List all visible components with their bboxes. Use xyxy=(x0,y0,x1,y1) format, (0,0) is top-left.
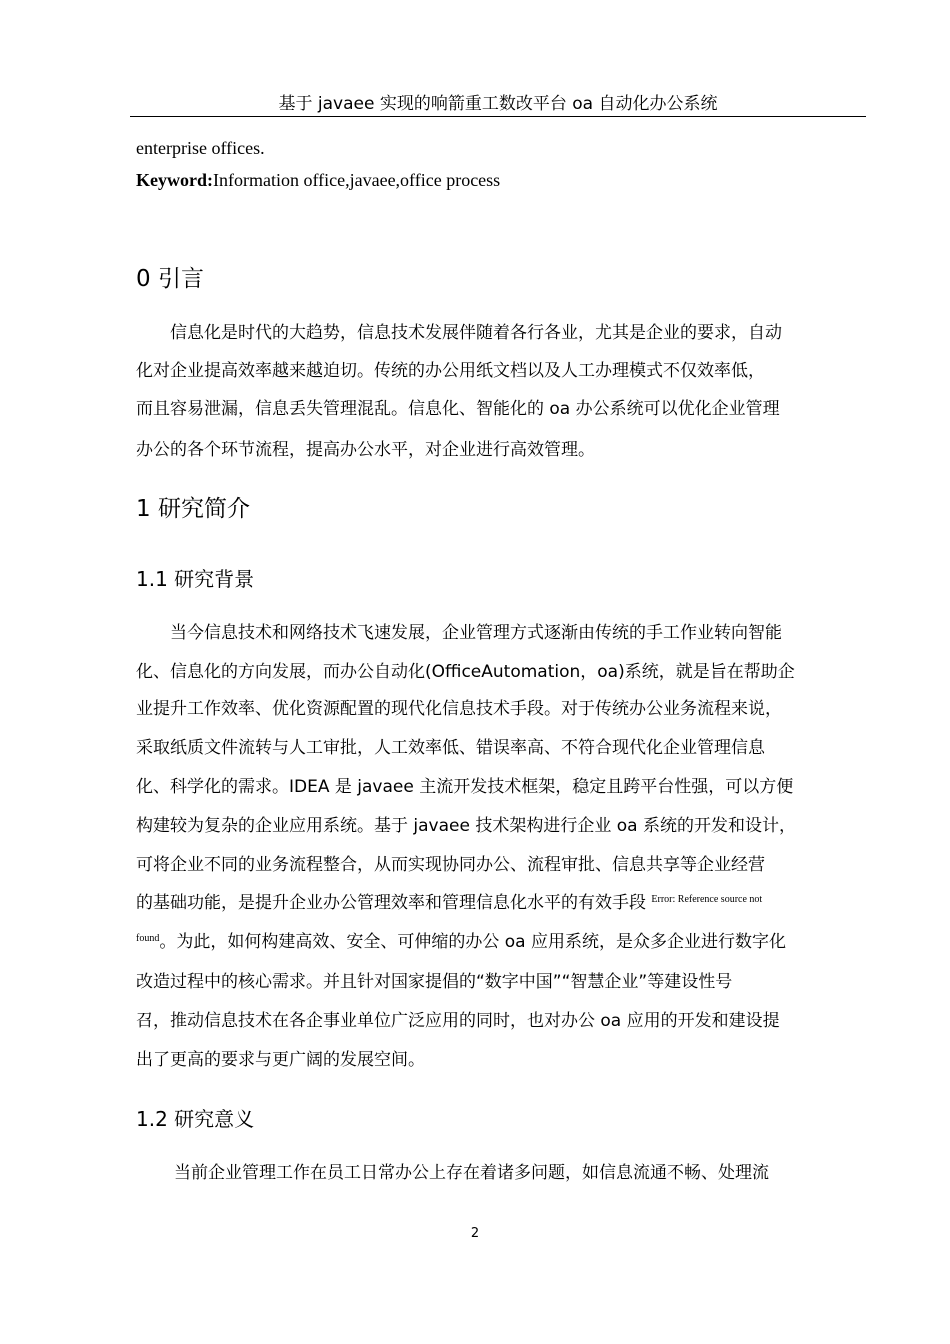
keywords-line xyxy=(136,170,866,191)
section-1-1-line: 采取纸质文件流转与人工审批，人工效率低、错误率高、不符合现代化企业管理信息 xyxy=(136,738,765,758)
section-1-1-line: 改造过程中的核心需求。并且针对国家提倡的“数字中国”“智慧企业”等建设性号 xyxy=(136,972,733,992)
reference-error-note: Error: Reference source not xyxy=(651,894,763,905)
section-0-line: 信息化是时代的大趋势，信息技术发展伴随着各行各业，尤其是企业的要求，自动 xyxy=(170,323,782,343)
section-1-1-line-with-ref xyxy=(136,930,786,954)
section-1-1-line: 出了更高的要求与更广阔的发展空间。 xyxy=(136,1050,425,1070)
section-1-1-line: 化、科学化的需求。IDEA 是 javaee 主流开发技术框架，稳定且跨平台性强，可以方便 xyxy=(136,777,794,797)
section-1-1-line-text: 的基础功能，是提升企业办公管理效率和管理信息化水平的有效手段 xyxy=(136,893,646,913)
section-1-1-line-text: 。为此，如何构建高效、安全、可伸缩的办公 oa 应用系统，是众多企业进行数字化 xyxy=(159,932,786,952)
reference-error-note: found xyxy=(136,933,160,944)
page-number: 2 xyxy=(470,1226,480,1241)
keywords-label: Keyword: xyxy=(136,170,213,190)
section-0-line: 而且容易泄漏，信息丢失管理混乱。信息化、智能化的 oa 办公系统可以优化企业管理 xyxy=(136,399,780,419)
section-1-1-line: 业提升工作效率、优化资源配置的现代化信息技术手段。对于传统办公业务流程来说， xyxy=(136,699,782,719)
section-0-heading: 0 引言 xyxy=(136,266,204,292)
section-1-1-heading: 1.1 研究背景 xyxy=(136,567,255,591)
keywords-value: Information office,javaee,office process xyxy=(212,170,501,190)
section-0-line: 办公的各个环节流程，提高办公水平，对企业进行高效管理。 xyxy=(136,440,595,460)
section-1-1-line-with-ref xyxy=(136,891,762,915)
section-1-1-line: 当今信息技术和网络技术飞速发展，企业管理方式逐渐由传统的手工作业转向智能 xyxy=(170,623,782,643)
section-1-1-line: 构建较为复杂的企业应用系统。基于 javaee 技术架构进行企业 oa 系统的开发和设计， xyxy=(136,816,796,836)
section-1-2-line: 当前企业管理工作在员工日常办公上存在着诸多问题，如信息流通不畅、处理流 xyxy=(174,1163,769,1183)
section-1-2-heading: 1.2 研究意义 xyxy=(136,1107,255,1131)
section-1-1-line: 化、信息化的方向发展，而办公自动化(OfficeAutomation，oa)系统，就是旨在帮助企 xyxy=(136,662,795,682)
section-1-1-line: 召，推动信息技术在各企事业单位广泛应用的同时，也对办公 oa 应用的开发和建设提 xyxy=(136,1011,780,1031)
section-1-heading: 1 研究简介 xyxy=(136,496,250,522)
section-1-1-line: 可将企业不同的业务流程整合，从而实现协同办公、流程审批、信息共享等企业经营 xyxy=(136,855,765,875)
running-header: 基于 javaee 实现的响箭重工数改平台 oa 自动化办公系统 xyxy=(278,94,718,114)
abstract-tail: enterprise offices. xyxy=(136,138,265,158)
header-rule xyxy=(130,116,866,117)
section-0-line: 化对企业提高效率越来越迫切。传统的办公用纸文档以及人工办理模式不仅效率低， xyxy=(136,361,765,381)
